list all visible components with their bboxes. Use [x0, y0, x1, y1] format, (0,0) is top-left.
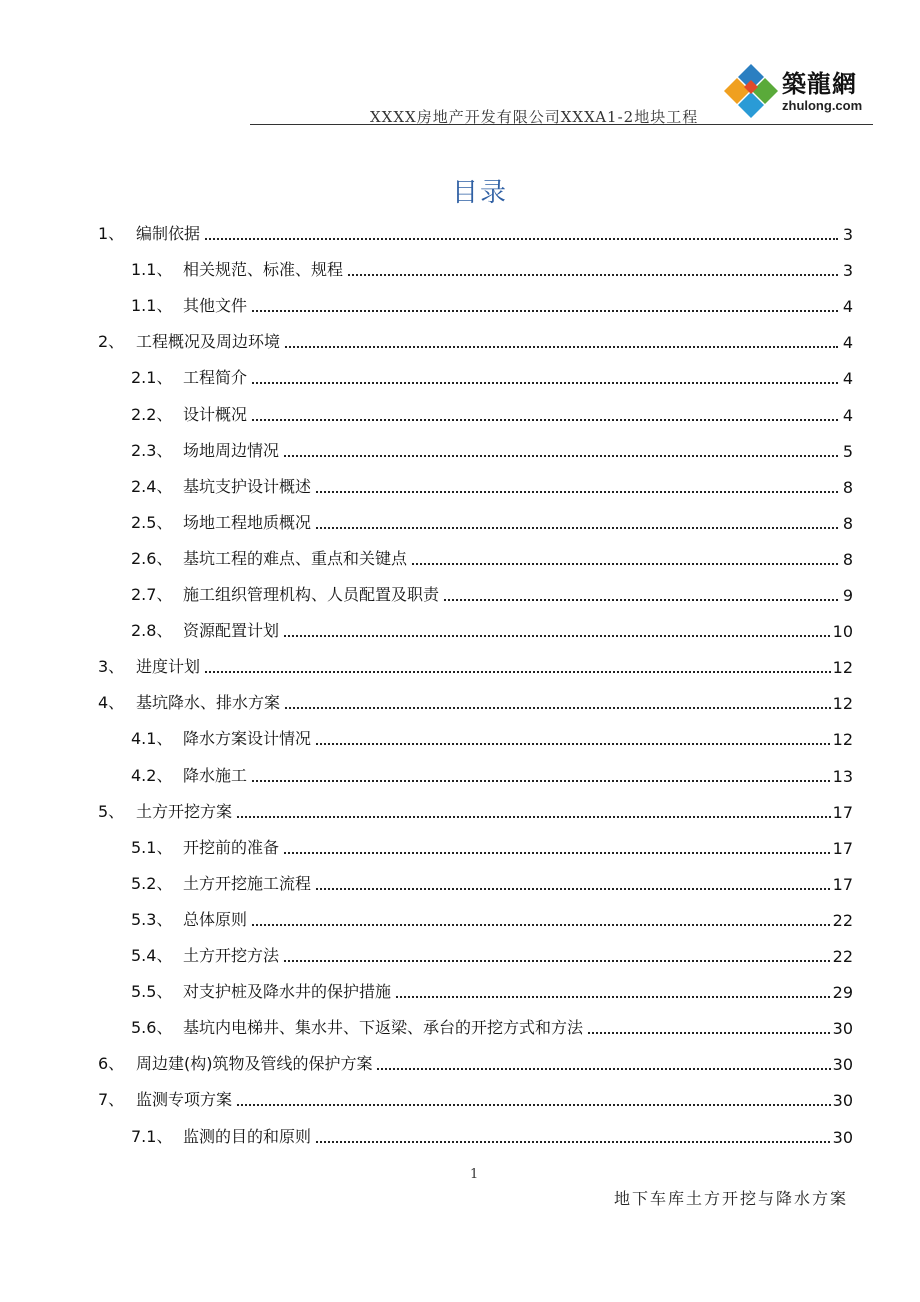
toc-entry-page: 30: [832, 1127, 853, 1147]
toc-leader-dots: [193, 635, 838, 637]
toc-entry-number: 5.4、: [131, 946, 173, 965]
toc-leader-dots: [193, 960, 838, 962]
toc-entry-page: 12: [832, 730, 853, 750]
toc-entry-text: 场地工程地质概况: [183, 510, 314, 533]
toc-entry-text: 土方开挖方法: [183, 943, 282, 966]
toc-entry-page: 4: [842, 405, 853, 425]
toc-leader-dots: [193, 382, 838, 384]
toc-entry-page: 10: [832, 622, 853, 642]
zhulong-logo: [722, 62, 874, 120]
toc-entry-page: 22: [832, 910, 853, 930]
toc-entry-text: 基坑工程的难点、重点和关键点: [183, 546, 410, 569]
toc-entry-page: 30: [832, 1091, 853, 1111]
toc-entry-page: 9: [842, 586, 853, 605]
toc-entry-number: 2.4、: [131, 476, 173, 496]
toc-entry[interactable]: [0, 836, 853, 858]
toc-entry-number: 5.1、: [131, 837, 173, 857]
toc-entry-text: 工程简介: [183, 365, 250, 388]
toc-entry[interactable]: [0, 1016, 853, 1038]
footer-doc-title: 地下车库土方开挖与降水方案: [614, 1189, 849, 1208]
toc-entry-number: 3、: [98, 657, 125, 677]
toc-entry[interactable]: [0, 511, 853, 533]
toc-entry-number: 4、: [98, 693, 125, 713]
toc-entry-number: 5、: [98, 801, 125, 821]
toc-entry-page: 3: [842, 261, 853, 281]
toc-leader-dots: [193, 455, 838, 457]
toc-entry-text: 工程概况及周边环境: [136, 329, 283, 352]
toc-entry-text: 基坑降水、排水方案: [136, 690, 283, 713]
toc-entry-page: 5: [842, 441, 853, 461]
toc-entry[interactable]: [0, 872, 853, 894]
toc-leader-dots: [193, 852, 838, 854]
toc-entry-text: 周边建(构)筑物及管线的保护方案: [136, 1051, 376, 1074]
toc-entry-page: 12: [832, 694, 853, 714]
zhulong-logo-icon: [722, 62, 780, 120]
toc-entry[interactable]: [0, 403, 853, 425]
toc-entry-number: 2.1、: [131, 368, 173, 388]
toc-entry-text: 其他文件: [183, 293, 250, 316]
toc-entry-text: 场地周边情况: [183, 438, 282, 461]
toc-entry[interactable]: [0, 258, 853, 280]
logo-name: 築龍網: [782, 69, 857, 98]
toc-leader-dots: [193, 419, 838, 421]
toc-entry-text: 监测专项方案: [136, 1087, 235, 1110]
toc-entry-number: 2、: [98, 332, 125, 352]
toc-entry-number: 2.6、: [131, 548, 173, 568]
toc-entry[interactable]: [0, 222, 853, 244]
toc-entry-number: 2.8、: [131, 621, 173, 641]
header-project-title: XXXX房地产开发有限公司XXXA1-2地块工程: [370, 108, 699, 126]
toc-entry[interactable]: [0, 1088, 853, 1110]
toc-entry-page: 8: [842, 477, 853, 497]
toc-entry-text: 基坑支护设计概述: [183, 474, 314, 497]
toc-entry[interactable]: [0, 691, 853, 713]
toc-entry[interactable]: [0, 727, 853, 749]
toc-entry-number: 7、: [98, 1090, 125, 1110]
toc-entry[interactable]: [0, 294, 853, 316]
toc-entry-text: 降水方案设计情况: [183, 726, 314, 749]
toc-leader-dots: [146, 671, 838, 673]
toc-entry-page: 4: [842, 333, 853, 353]
toc-leader-dots: [146, 238, 838, 240]
toc-leader-dots: [146, 1104, 838, 1106]
toc-entry-number: 2.2、: [131, 404, 173, 424]
toc-entry-page: 30: [832, 1019, 853, 1039]
toc-entry[interactable]: [0, 764, 853, 786]
toc-entry[interactable]: [0, 583, 853, 605]
toc-entry-page: 3: [842, 225, 853, 244]
toc-entry[interactable]: [0, 439, 853, 461]
toc-entry-page: 13: [832, 766, 853, 786]
toc-entry-number: 7.1、: [131, 1126, 173, 1146]
toc-entry-number: 2.5、: [131, 512, 173, 532]
toc-entry-number: 2.7、: [131, 585, 173, 604]
toc-entry-number: 5.2、: [131, 873, 173, 893]
toc-entry-page: 17: [832, 874, 853, 894]
toc-entry-text: 土方开挖施工流程: [183, 871, 314, 894]
toc-entry-number: 4.1、: [131, 729, 173, 749]
toc-leader-dots: [146, 816, 838, 818]
toc-entry-text: 基坑内电梯井、集水井、下返梁、承台的开挖方式和方法: [183, 1015, 586, 1038]
toc-entry-number: 1.1、: [131, 296, 173, 316]
toc-leader-dots: [193, 310, 838, 312]
toc-entry-text: 土方开挖方案: [136, 799, 235, 822]
toc-entry-text: 对支护桩及降水井的保护措施: [183, 979, 394, 1002]
toc-entry[interactable]: [0, 908, 853, 930]
toc-entry-page: 30: [832, 1055, 853, 1075]
toc-entry-text: 施工组织管理机构、人员配置及职责: [183, 582, 442, 605]
toc-entry[interactable]: [0, 366, 853, 388]
toc-entry[interactable]: [0, 547, 853, 569]
toc-leader-dots: [193, 780, 838, 782]
toc-entry-text: 进度计划: [136, 654, 203, 677]
toc-entry-page: 4: [842, 369, 853, 389]
toc-entry-number: 4.2、: [131, 765, 173, 785]
toc-entry-number: 1.1、: [131, 260, 173, 280]
toc-entry[interactable]: [0, 619, 853, 641]
toc-entry[interactable]: [0, 1052, 853, 1074]
page-number: 1: [470, 1167, 479, 1182]
toc-entry-text: 降水施工: [183, 763, 250, 786]
toc-entry[interactable]: [0, 655, 853, 677]
toc-entry-text: 编制依据: [136, 221, 203, 244]
toc-entry-text: 设计概况: [183, 402, 250, 425]
toc-entry-number: 5.3、: [131, 909, 173, 929]
toc-entry-page: 29: [832, 983, 853, 1003]
toc-entry[interactable]: [0, 944, 853, 966]
toc-entry[interactable]: [0, 1125, 853, 1147]
toc-entry-page: 17: [832, 802, 853, 822]
header-rule: [250, 124, 873, 125]
toc-entry-page: 12: [832, 658, 853, 678]
toc-entry-page: 8: [842, 549, 853, 569]
logo-url: zhulong.com: [782, 98, 863, 113]
toc-entry-number: 6、: [98, 1054, 125, 1074]
toc-entry-page: 4: [842, 297, 853, 317]
toc-entry-text: 相关规范、标准、规程: [183, 257, 346, 280]
toc-entry-text: 资源配置计划: [183, 618, 282, 641]
toc-entry[interactable]: [0, 475, 853, 497]
toc-entry-page: 8: [842, 513, 853, 533]
toc-entry-number: 5.6、: [131, 1018, 173, 1038]
toc-entry[interactable]: [0, 980, 853, 1002]
toc-entry-number: 5.5、: [131, 982, 173, 1002]
toc-entry[interactable]: [0, 800, 853, 822]
toc-title: 目录: [451, 178, 508, 208]
toc-entry-number: 1、: [98, 224, 125, 243]
toc-entry-page: 22: [832, 947, 853, 966]
toc-entry-text: 开挖前的准备: [183, 835, 282, 858]
toc-entry-page: 17: [832, 838, 853, 858]
toc-entry-text: 监测的目的和原则: [183, 1124, 314, 1147]
toc-entry-text: 总体原则: [183, 907, 250, 930]
toc-entry[interactable]: [0, 330, 853, 352]
toc-leader-dots: [193, 924, 838, 926]
toc-entry-number: 2.3、: [131, 440, 173, 460]
